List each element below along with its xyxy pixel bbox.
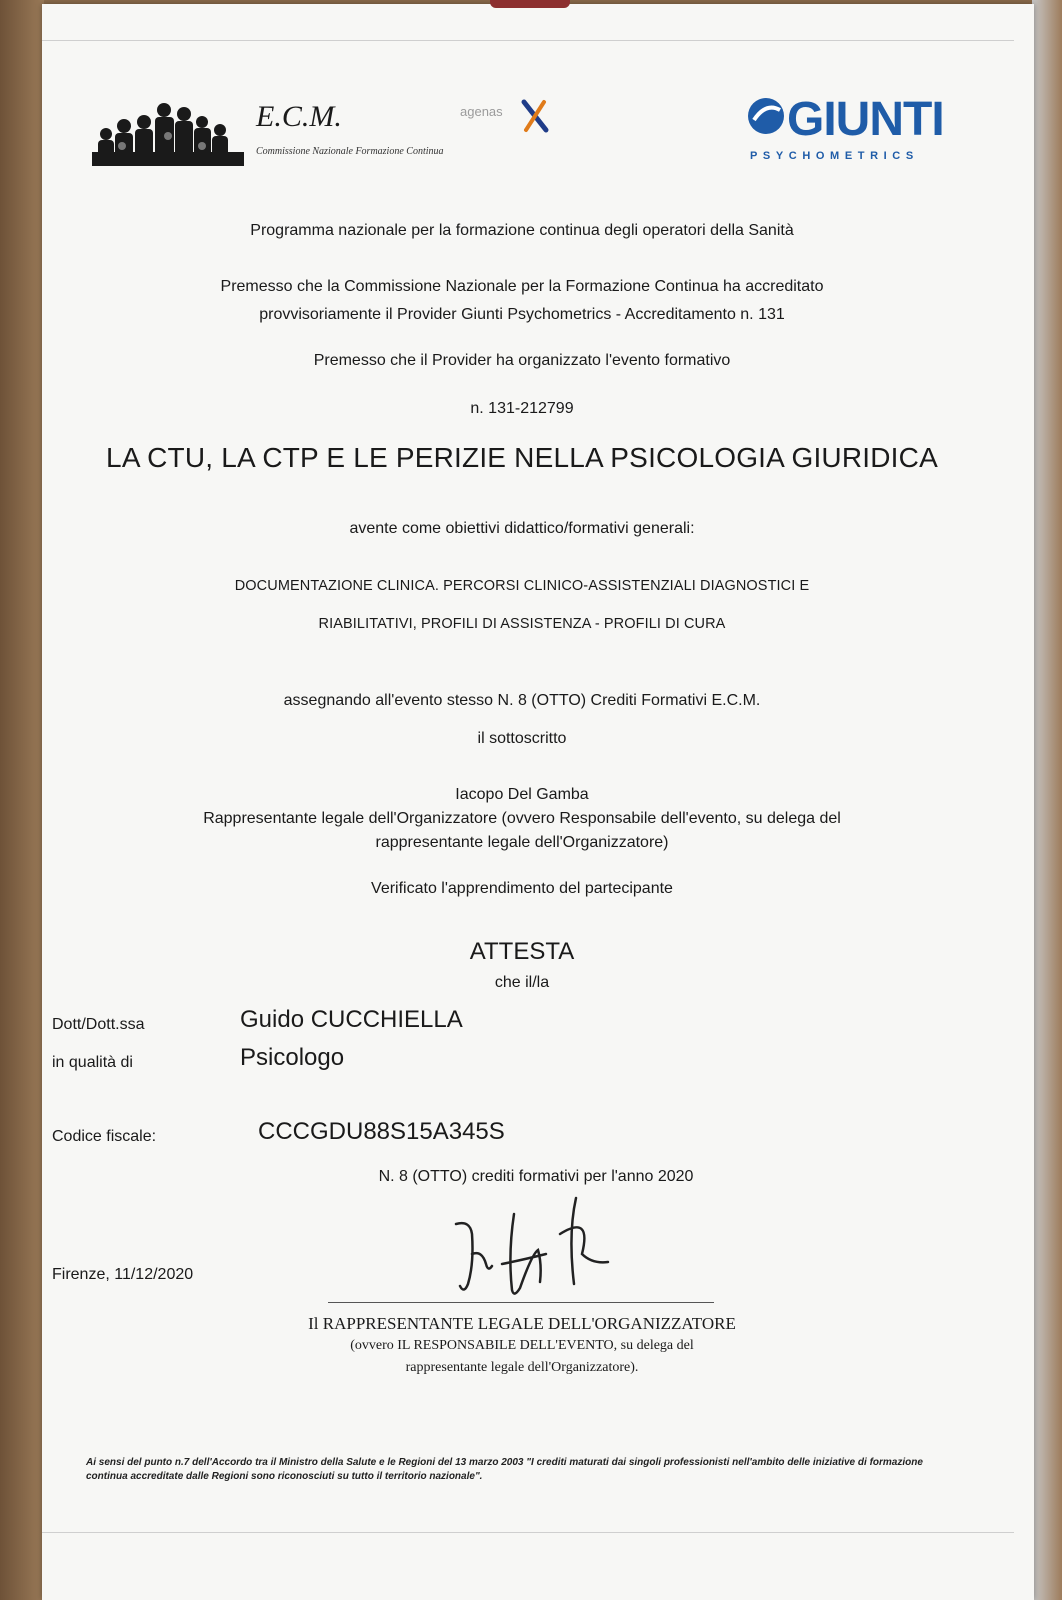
board-clip [490, 0, 570, 8]
credits-year: N. 8 (OTTO) crediti formativi per l'anno 2020 [378, 1168, 694, 1185]
giunti-globe-icon [746, 96, 786, 136]
signer-name: Iacopo Del Gamba [455, 786, 589, 803]
attesta-heading: ATTESTA [469, 938, 575, 965]
giunti-logo-name: GIUNTI [787, 93, 944, 146]
ecm-title: E.C.M. [256, 100, 342, 133]
participant-name: Guido CUCCHIELLA [240, 1006, 463, 1033]
ecm-crowd-logo [92, 96, 244, 166]
objectives-intro: avente come obiettivi didattico/formativi generali: [349, 520, 695, 537]
agenas-label: agenas [460, 104, 503, 119]
premise-1-line-1: Premesso che la Commissione Nazionale per la Formazione Continua ha accreditato [220, 278, 824, 295]
fiscal-code-label: Codice fiscale: [52, 1128, 157, 1145]
certificate-page [42, 4, 1034, 1600]
agenas-x-logo [520, 98, 550, 134]
undersigned-label: il sottoscritto [477, 730, 567, 747]
handwritten-signature [442, 1194, 612, 1304]
verified-line: Verificato l'apprendimento del partecipante [371, 880, 673, 897]
place-date: Firenze, 11/12/2020 [52, 1266, 194, 1283]
name-label: Dott/Dott.ssa [52, 1016, 145, 1033]
giunti-logo-subtitle: PSYCHOMETRICS [750, 150, 919, 162]
program-line: Programma nazionale per la formazione continua degli operatori della Sanità [250, 222, 794, 239]
signer-role-line-1: Rappresentante legale dell'Organizzatore (ovvero Responsabile dell'evento, su delega del [203, 810, 841, 827]
event-number: n. 131-212799 [470, 400, 574, 417]
premise-2: Premesso che il Provider ha organizzato l'evento formativo [313, 352, 731, 369]
top-rule [42, 40, 1014, 41]
premise-1-line-2: provvisoriamente il Provider Giunti Psychometrics - Accreditamento n. 131 [259, 306, 785, 323]
che-line: che il/la [494, 974, 550, 991]
credits-assigned: assegnando all'evento stesso N. 8 (OTTO) Crediti Formativi E.C.M. [283, 692, 761, 709]
signature-caption-line-3: rappresentante legale dell'Organizzatore). [405, 1360, 639, 1375]
event-title: LA CTU, LA CTP E LE PERIZIE NELLA PSICOLOGIA GIURIDICA [106, 442, 938, 473]
ecm-subtitle: Commissione Nazionale Formazione Continua [256, 146, 444, 157]
objectives-line-1: DOCUMENTAZIONE CLINICA. PERCORSI CLINICO-ASSISTENZIALI DIAGNOSTICI E [234, 578, 810, 594]
fiscal-code: CCCGDU88S15A345S [258, 1118, 505, 1145]
board-right-edge [1032, 0, 1062, 1600]
participant-role: Psicologo [240, 1044, 345, 1071]
signature-caption-line-2: (ovvero IL RESPONSABILE DELL'EVENTO, su delega del [350, 1338, 694, 1353]
signer-role-line-2: rappresentante legale dell'Organizzatore) [375, 834, 669, 851]
role-label: in qualità di [52, 1054, 133, 1071]
legal-footnote: Ai sensi del punto n.7 dell'Accordo tra il Ministro della Salute e le Regioni del 13 marzo 2003 "I crediti maturati dai singoli professionisti nell'ambito delle iniziative di formazione continua accreditate dalle Regioni sono riconosciuti su tutto il territorio nazionale". [86, 1457, 923, 1482]
board-left-edge [0, 0, 44, 1600]
signature-caption-line-1: Il RAPPRESENTANTE LEGALE DELL'ORGANIZZATORE [308, 1314, 736, 1333]
objectives-line-2: RIABILITATIVI, PROFILI DI ASSISTENZA - PROFILI DI CURA [318, 616, 726, 632]
bottom-rule [42, 1532, 1014, 1533]
signature-line [328, 1302, 714, 1303]
